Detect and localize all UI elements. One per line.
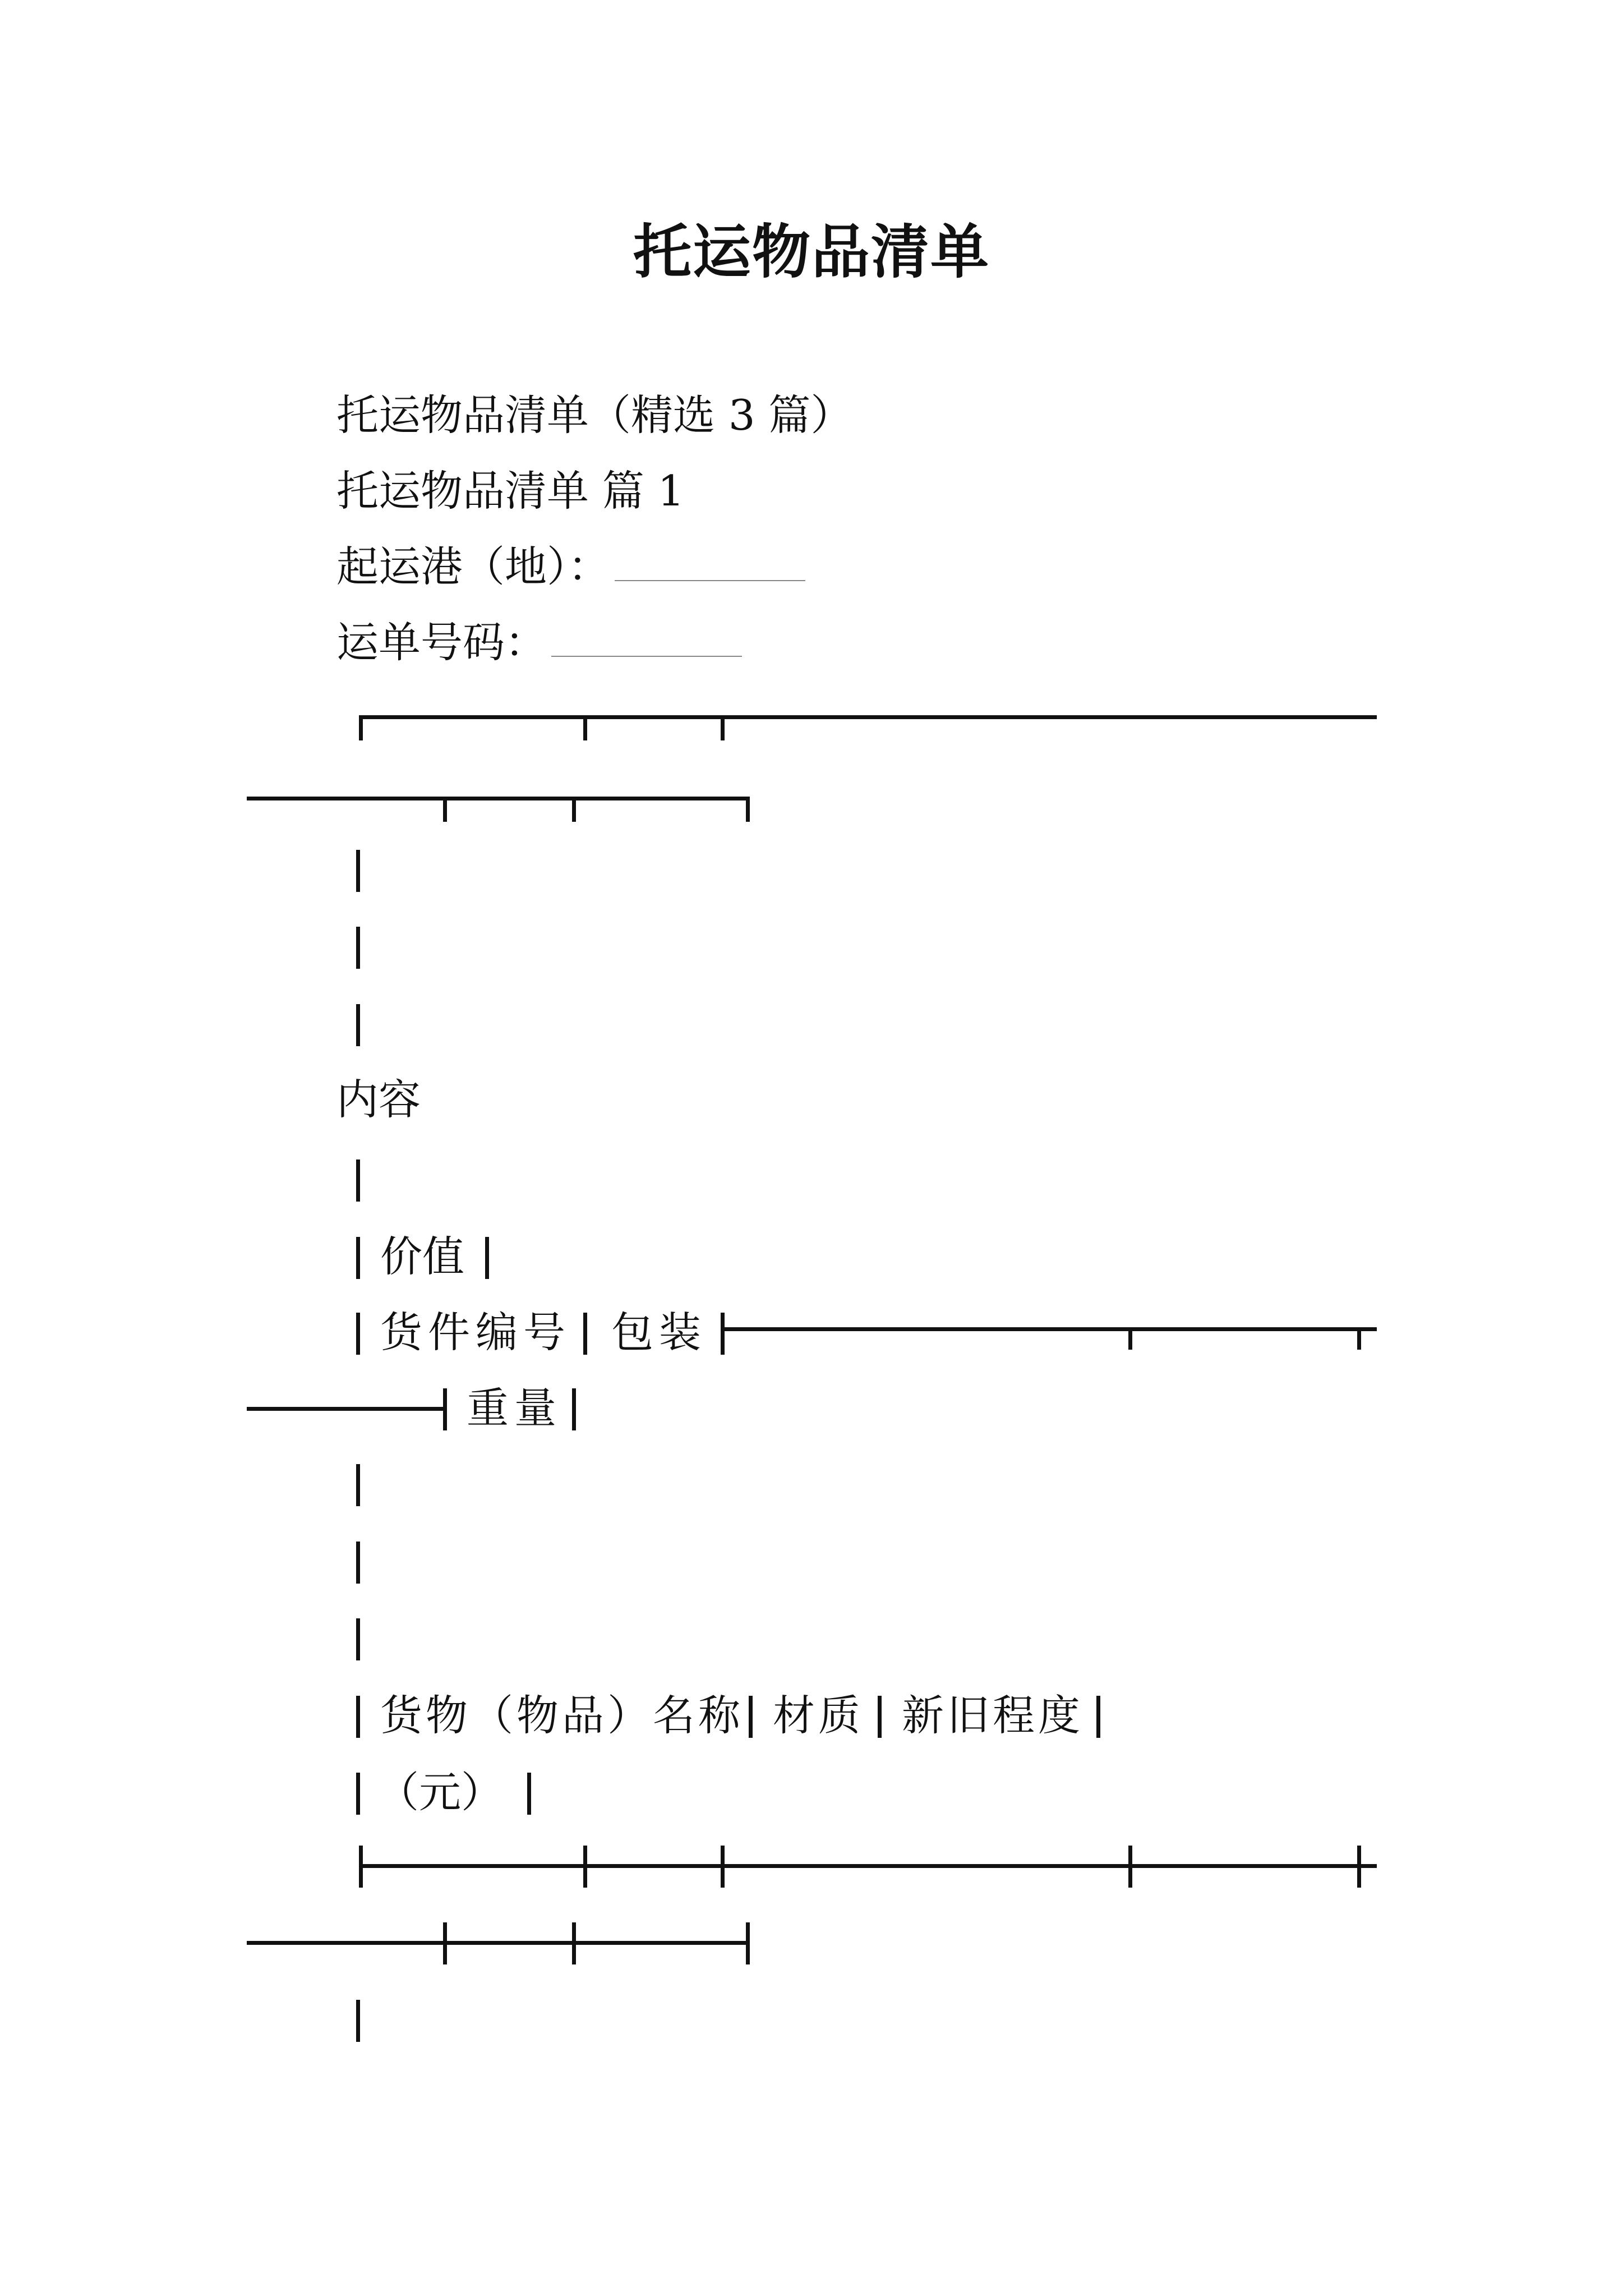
table-rule xyxy=(443,797,447,822)
subtitle: 托运物品清单（精选 3 篇） xyxy=(336,390,853,440)
table-rule xyxy=(356,1464,360,1506)
yuan-label: （元） xyxy=(377,1768,504,1817)
table-rule xyxy=(359,1846,363,1888)
origin-blank[interactable] xyxy=(615,579,805,581)
table-rule xyxy=(247,1941,749,1945)
table-rule xyxy=(359,715,1377,719)
table-rule xyxy=(356,1542,360,1584)
table-rule xyxy=(356,1313,360,1355)
table-rule xyxy=(878,1696,882,1738)
table-rule xyxy=(721,715,725,740)
table-rule xyxy=(572,1388,576,1430)
table-rule xyxy=(356,927,360,969)
table-rule xyxy=(356,1237,360,1279)
table-rule xyxy=(746,1922,750,1964)
page-title: 托运物品清单 xyxy=(633,217,990,286)
table-rule xyxy=(746,797,750,822)
table-rule xyxy=(356,2000,360,2042)
table-rule xyxy=(356,1773,360,1815)
table-rule xyxy=(356,850,360,892)
table-rule xyxy=(721,1313,725,1355)
table-rule xyxy=(247,1407,446,1411)
table-rule xyxy=(583,1846,587,1888)
waybill-blank[interactable] xyxy=(551,655,742,657)
table-rule xyxy=(443,1922,447,1964)
packing-label: 包装 xyxy=(611,1308,707,1357)
origin-row xyxy=(336,539,805,595)
table-rule xyxy=(572,1922,576,1964)
waybill-row xyxy=(336,614,742,670)
table-rule xyxy=(359,715,363,740)
table-rule xyxy=(527,1773,531,1815)
table-rule xyxy=(247,797,749,800)
table-rule xyxy=(583,715,587,740)
table-rule xyxy=(721,1327,1377,1331)
goods-name-label: 货物（物品）名称 xyxy=(380,1691,744,1740)
table-rule xyxy=(721,1846,725,1888)
table-rule xyxy=(485,1237,489,1279)
condition-label: 新旧程度 xyxy=(902,1691,1084,1740)
table-rule xyxy=(572,797,576,822)
table-rule xyxy=(356,1618,360,1660)
section-heading: 托运物品清单 篇 1 xyxy=(336,466,685,516)
table-rule xyxy=(583,1313,587,1355)
table-rule xyxy=(443,1388,447,1430)
content-label: 内容 xyxy=(336,1075,421,1124)
table-rule xyxy=(749,1696,753,1738)
table-rule xyxy=(359,1864,1377,1868)
material-label: 材质 xyxy=(773,1691,864,1740)
table-rule xyxy=(1128,1327,1132,1350)
table-rule xyxy=(356,1159,360,1202)
table-rule xyxy=(1357,1327,1361,1350)
table-rule xyxy=(1128,1846,1132,1888)
cargo-no-label: 货件编号 xyxy=(380,1308,571,1357)
table-rule xyxy=(356,1696,360,1738)
table-rule xyxy=(1096,1696,1100,1738)
origin-label: 起运港（地）： xyxy=(336,542,610,591)
table-rule xyxy=(356,1004,360,1046)
table-rule xyxy=(1357,1846,1361,1888)
weight-label: 重量 xyxy=(467,1383,562,1433)
waybill-label: 运单号码： xyxy=(336,618,547,667)
value-label: 价值 xyxy=(380,1232,465,1281)
